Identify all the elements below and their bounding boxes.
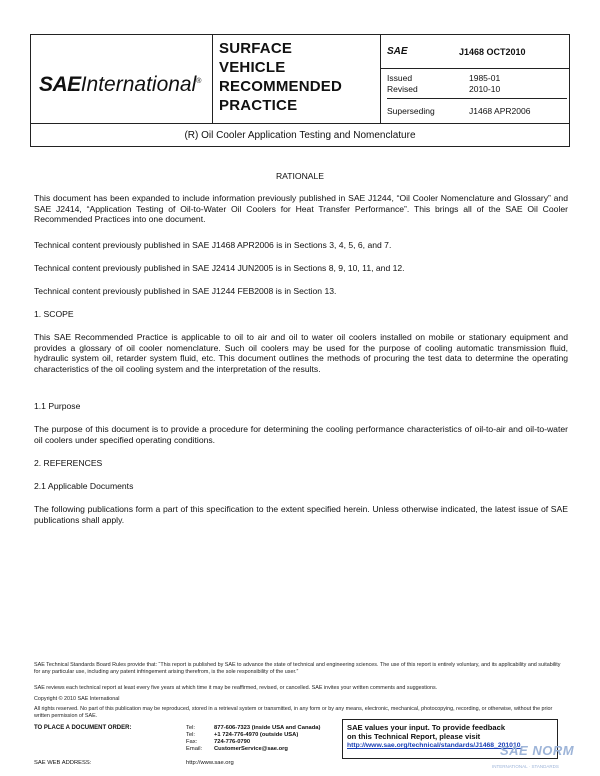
purpose-heading: 1.1 Purpose xyxy=(34,401,81,411)
web-address-label: SAE WEB ADDRESS: xyxy=(34,760,92,766)
logo-cell xyxy=(31,35,213,123)
issued-value: 1985-01 xyxy=(469,73,501,83)
document-number-row xyxy=(381,35,569,69)
applicable-documents-heading: 2.1 Applicable Documents xyxy=(34,481,134,491)
watermark-logo: SAE NORM xyxy=(500,743,575,758)
document-type-title xyxy=(219,39,342,115)
title-line: PRACTICE xyxy=(219,97,298,114)
superseding-value: J1468 APR2006 xyxy=(469,106,531,116)
footer-copyright: Copyright © 2010 SAE International xyxy=(34,696,120,702)
order-label: TO PLACE A DOCUMENT ORDER: xyxy=(34,725,132,731)
meta-divider xyxy=(387,98,567,99)
feedback-box: SAE values your input. To provide feedback on this Technical Report, please visit http://www.sae.org/technical/standards/J1468_201010 xyxy=(342,719,558,759)
rationale-heading: RATIONALE xyxy=(275,171,325,181)
rationale-paragraph: Technical content previously published in SAE J1244 FEB2008 is in Section 13. xyxy=(34,286,337,296)
fax-number: 724-776-0790 xyxy=(214,739,251,745)
references-paragraph: The following publications form a part of this specification to the extent specified herein. Unless otherwise indicated, the latest issue of SAE publications shall apply. xyxy=(34,504,568,525)
sae-website-link[interactable]: http://www.sae.org xyxy=(186,760,234,766)
order-contacts: Tel: 877-606-7323 (inside USA and Canada) Tel: +1 724-776-4970 (outside USA) Fax: 724-776-0790 Email: CustomerService@sae.org xyxy=(186,725,321,752)
rationale-paragraph: This document has been expanded to include information previously published in SAE J1244, “Oil Cooler Nomenclature and Glossary” and SAE J2414, “Application Testing of Oil-to-Water Oil Coolers for Heat Transfer Performance”. This brings all of the SAE Oil Cooler Recommended Practices into one document. xyxy=(34,193,568,225)
title-line: VEHICLE xyxy=(219,59,286,76)
scope-heading: 1. SCOPE xyxy=(34,309,74,319)
footer-rights-text: All rights reserved. No part of this publication may be reproduced, stored in a retrieval system or transmitted, in any form or by any means, electronic, mechanical, photocopying, recording, or otherwise, without the prior written permission of SAE. xyxy=(34,706,553,719)
feedback-link[interactable]: http://www.sae.org/technical/standards/J1468_201010 xyxy=(347,742,521,749)
purpose-paragraph: The purpose of this document is to provide a procedure for determining the cooling performance characteristics of oil-to-air and oil-to-water oil coolers under specified operating conditions. xyxy=(34,424,568,445)
title-line: SURFACE xyxy=(219,40,293,57)
watermark-caption: INTERNATIONAL · STANDARDS xyxy=(492,764,559,769)
email-link[interactable]: CustomerService@sae.org xyxy=(214,746,288,752)
title-line: RECOMMENDED xyxy=(219,78,343,95)
issued-label: Issued xyxy=(387,73,413,83)
document-meta-cell xyxy=(381,35,569,123)
footer-review-text: SAE reviews each technical report at least every five years at which time it may be reaffirmed, revised, or cancelled. SAE invites your written comments and suggestions. xyxy=(34,685,438,691)
revised-label: Revised xyxy=(387,84,418,94)
sae-mini-logo: SAE xyxy=(387,46,408,57)
superseding-label: Superseding xyxy=(387,106,435,116)
rationale-paragraph: Technical content previously published in SAE J1468 APR2006 is in Sections 3, 4, 5, 6, and 7. xyxy=(34,240,392,250)
phone-us: 877-606-7323 (inside USA and Canada) xyxy=(214,725,321,731)
references-heading: 2. REFERENCES xyxy=(34,458,103,468)
scope-paragraph: This SAE Recommended Practice is applicable to oil to air and oil to water oil coolers installed on mobile or stationary equipment and provides a glossary of oil cooler nomenclature. Such oil coolers may be used for the purpose of cooling automatic transmission fluid, hydraulic system oil, retarder system fluid, etc. This document outlines the methods of procuring the test data to determine the operating characteristics of the oil cooling system and the interpretation of the results. xyxy=(34,332,568,374)
document-number: J1468 OCT2010 xyxy=(459,47,526,57)
revised-value: 2010-10 xyxy=(469,84,501,94)
phone-intl: +1 724-776-4970 (outside USA) xyxy=(214,732,299,738)
rationale-paragraph: Technical content previously published in SAE J2414 JUN2005 is in Sections 8, 9, 10, 11, and 12. xyxy=(34,263,405,273)
sae-international-logo: SAEInternational® xyxy=(39,73,202,96)
document-header xyxy=(30,34,570,147)
document-title: (R) Oil Cooler Application Testing and Nomenclature xyxy=(31,123,569,147)
document-type-cell xyxy=(213,35,381,123)
footer-rules-text: SAE Technical Standards Board Rules provide that: “This report is published by SAE to advance the state of technical and engineering sciences. The use of this report is entirely voluntary, and its applicability and suitability for any particular use, including any patent infringement arising therefrom, is the sole responsibility of the user.” xyxy=(34,662,561,675)
